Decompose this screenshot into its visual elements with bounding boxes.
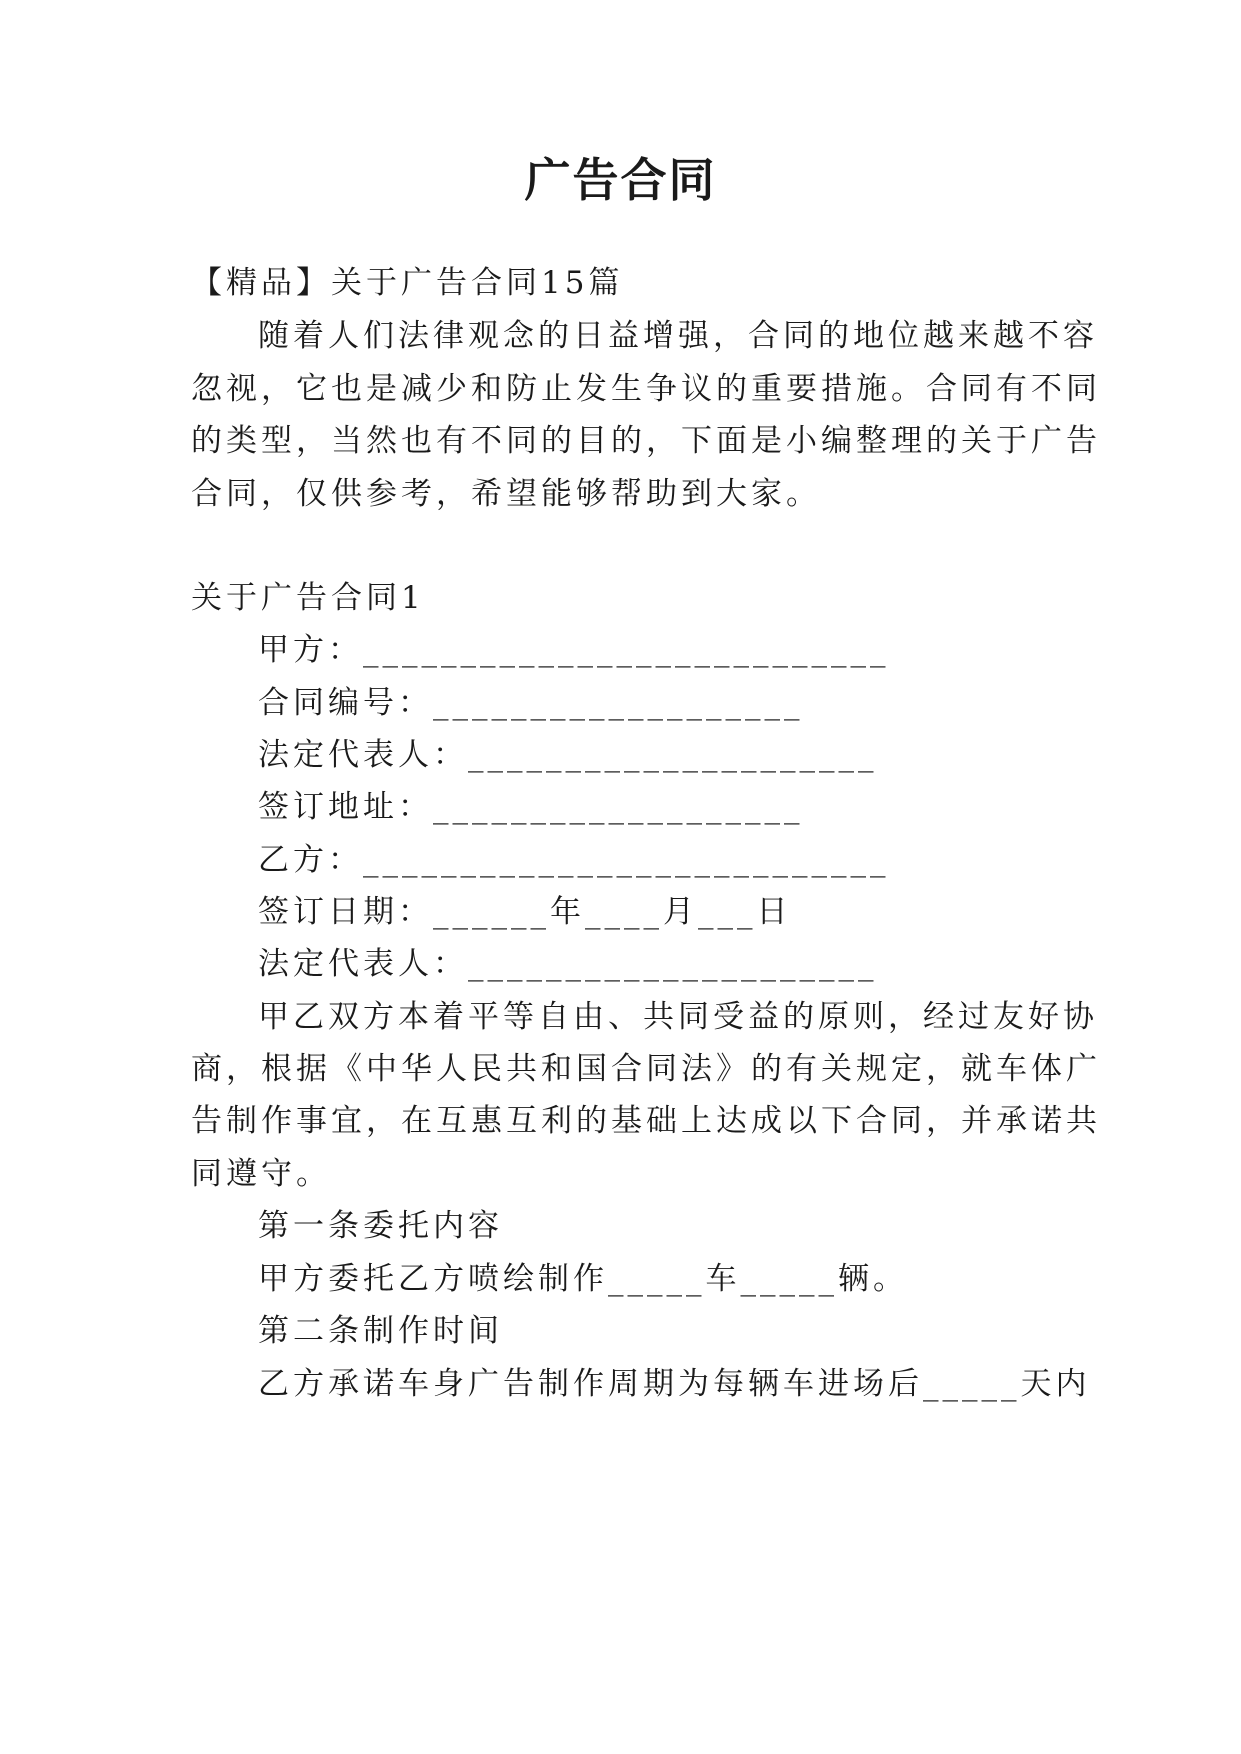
clause-2-text: 乙方承诺车身广告制作周期为每辆车进场后_____天内 xyxy=(258,1366,1091,1402)
intro-line-1: 随着人们法律观念的日益增强，合同的地位越来越不容 xyxy=(258,318,1098,354)
intro-line-4: 合同，仅供参考，希望能够帮助到大家。 xyxy=(191,476,821,512)
field-signing-address: 签订地址：___________________ xyxy=(258,789,804,825)
section-heading: 关于广告合同1 xyxy=(191,580,425,616)
field-legal-rep-a: 法定代表人：_____________________ xyxy=(258,737,878,773)
body-line-3: 告制作事宜，在互惠互利的基础上达成以下合同，并承诺共 xyxy=(191,1103,1101,1139)
intro-line-2: 忽视，它也是减少和防止发生争议的重要措施。合同有不同 xyxy=(191,371,1101,407)
document-subtitle: 【精品】关于广告合同15篇 xyxy=(191,265,624,301)
body-line-4: 同遵守。 xyxy=(191,1156,331,1192)
body-line-1: 甲乙双方本着平等自由、共同受益的原则，经过友好协 xyxy=(258,999,1098,1035)
field-signing-date: 签订日期：______年____月___日 xyxy=(258,894,792,930)
field-party-a: 甲方：___________________________ xyxy=(258,632,890,668)
document-title: 广告合同 xyxy=(524,153,717,207)
body-line-2: 商，根据《中华人民共和国合同法》的有关规定，就车体广 xyxy=(191,1051,1101,1087)
clause-1-heading: 第一条委托内容 xyxy=(258,1208,503,1244)
clause-2-heading: 第二条制作时间 xyxy=(258,1313,503,1349)
field-contract-number: 合同编号：___________________ xyxy=(258,685,804,721)
clause-1-text: 甲方委托乙方喷绘制作_____车_____辆。 xyxy=(258,1261,908,1297)
intro-line-3: 的类型，当然也有不同的目的，下面是小编整理的关于广告 xyxy=(191,423,1101,459)
field-party-b: 乙方：___________________________ xyxy=(258,842,890,878)
field-legal-rep-b: 法定代表人：_____________________ xyxy=(258,946,878,982)
